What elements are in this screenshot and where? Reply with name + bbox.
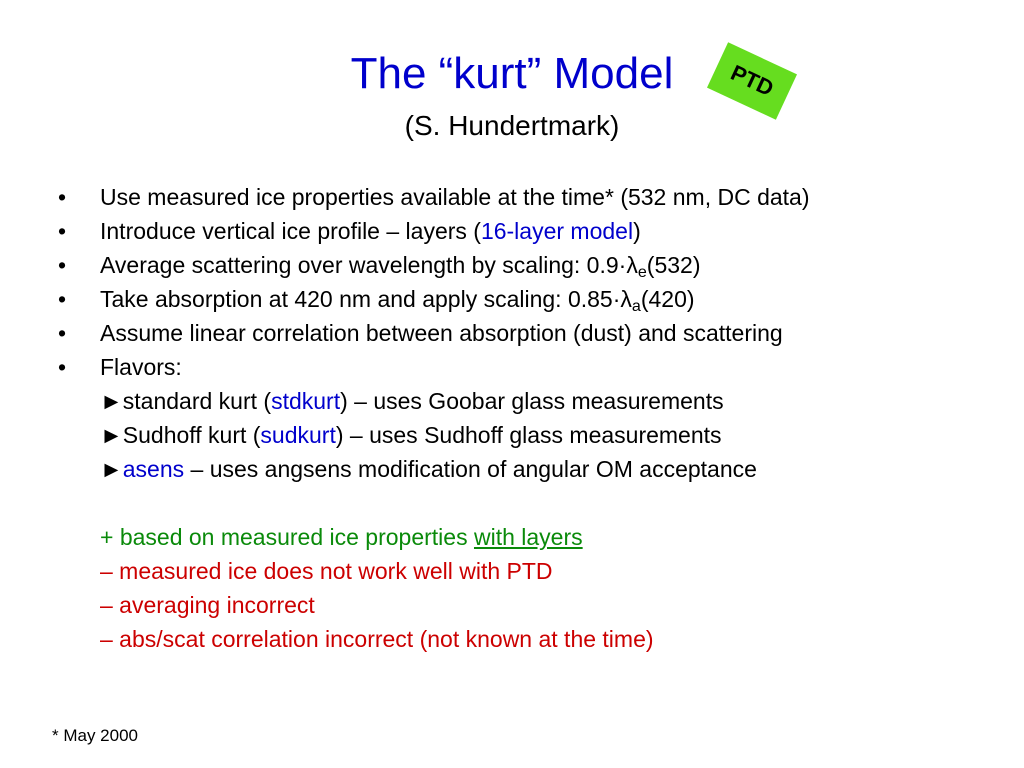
pro-underlined-text: with layers — [473, 524, 583, 550]
spacer — [58, 486, 1008, 520]
flavor-item — [58, 418, 1008, 452]
flavor-code: asens — [122, 456, 185, 482]
bullet-text: Introduce vertical ice profile – layers ( — [100, 218, 481, 244]
flavor-item — [58, 452, 1008, 486]
flavor-text: Sudhoff kurt ( — [122, 422, 261, 448]
bullet-marker: • — [58, 184, 67, 210]
con-note: – abs/scat correlation incorrect (not known at the time) — [100, 626, 654, 652]
ptd-badge-label: PTD — [726, 59, 778, 102]
pro-text: + based on measured ice properties — [100, 524, 474, 550]
slide-title: The “kurt” Model — [350, 49, 674, 98]
bullet-marker: • — [58, 218, 67, 244]
bullet-marker: • — [58, 320, 67, 346]
flavor-text: ) – uses Sudhoff glass measurements — [335, 422, 722, 448]
bullet-item — [58, 248, 1008, 282]
lambda-symbol: λ — [620, 286, 632, 312]
bullet-text: Flavors: — [100, 354, 182, 380]
flavor-text: standard kurt ( — [122, 388, 272, 414]
triangle-right-icon: ► — [100, 388, 123, 414]
bullet-text: Take absorption at 420 nm and apply scaling: 0.85· — [100, 286, 621, 312]
flavor-code: stdkurt — [271, 388, 341, 414]
bullet-marker: • — [58, 286, 67, 312]
bullet-item — [58, 316, 1008, 350]
bullet-marker: • — [58, 354, 67, 380]
flavor-code: sudkurt — [260, 422, 336, 448]
lambda-subscript: a — [631, 297, 641, 316]
slide-subtitle: (S. Hundertmark) — [404, 110, 620, 141]
bullet-text: Use measured ice properties available at the time* (532 nm, DC data) — [100, 184, 810, 210]
con-note: – averaging incorrect — [100, 592, 315, 618]
flavor-text: ) – uses Goobar glass measurements — [340, 388, 724, 414]
lambda-subscript: e — [637, 263, 647, 282]
bullet-item — [58, 350, 1008, 384]
con-note: – measured ice does not work well with PTD — [100, 558, 553, 584]
bullet-text: Average scattering over wavelength by scaling: 0.9· — [100, 252, 627, 278]
bullet-marker: • — [58, 252, 67, 278]
bullet-item — [58, 282, 1008, 316]
bullet-text: (420) — [640, 286, 695, 312]
flavor-text: – uses angsens modification of angular OM acceptance — [184, 456, 757, 482]
triangle-right-icon: ► — [100, 422, 123, 448]
bullet-text: Assume linear correlation between absorption (dust) and scattering — [100, 320, 783, 346]
bullet-text: (532) — [646, 252, 701, 278]
lambda-symbol: λ — [626, 252, 638, 278]
layer-model-link: 16-layer model — [480, 218, 634, 244]
pro-note — [58, 520, 1008, 554]
bullet-text: ) — [633, 218, 641, 244]
slide-body — [58, 180, 1008, 656]
triangle-right-icon: ► — [100, 456, 123, 482]
bullet-item — [58, 180, 1008, 214]
footnote: * May 2000 — [52, 726, 138, 745]
bullet-item — [58, 214, 1008, 248]
flavor-item — [58, 384, 1008, 418]
